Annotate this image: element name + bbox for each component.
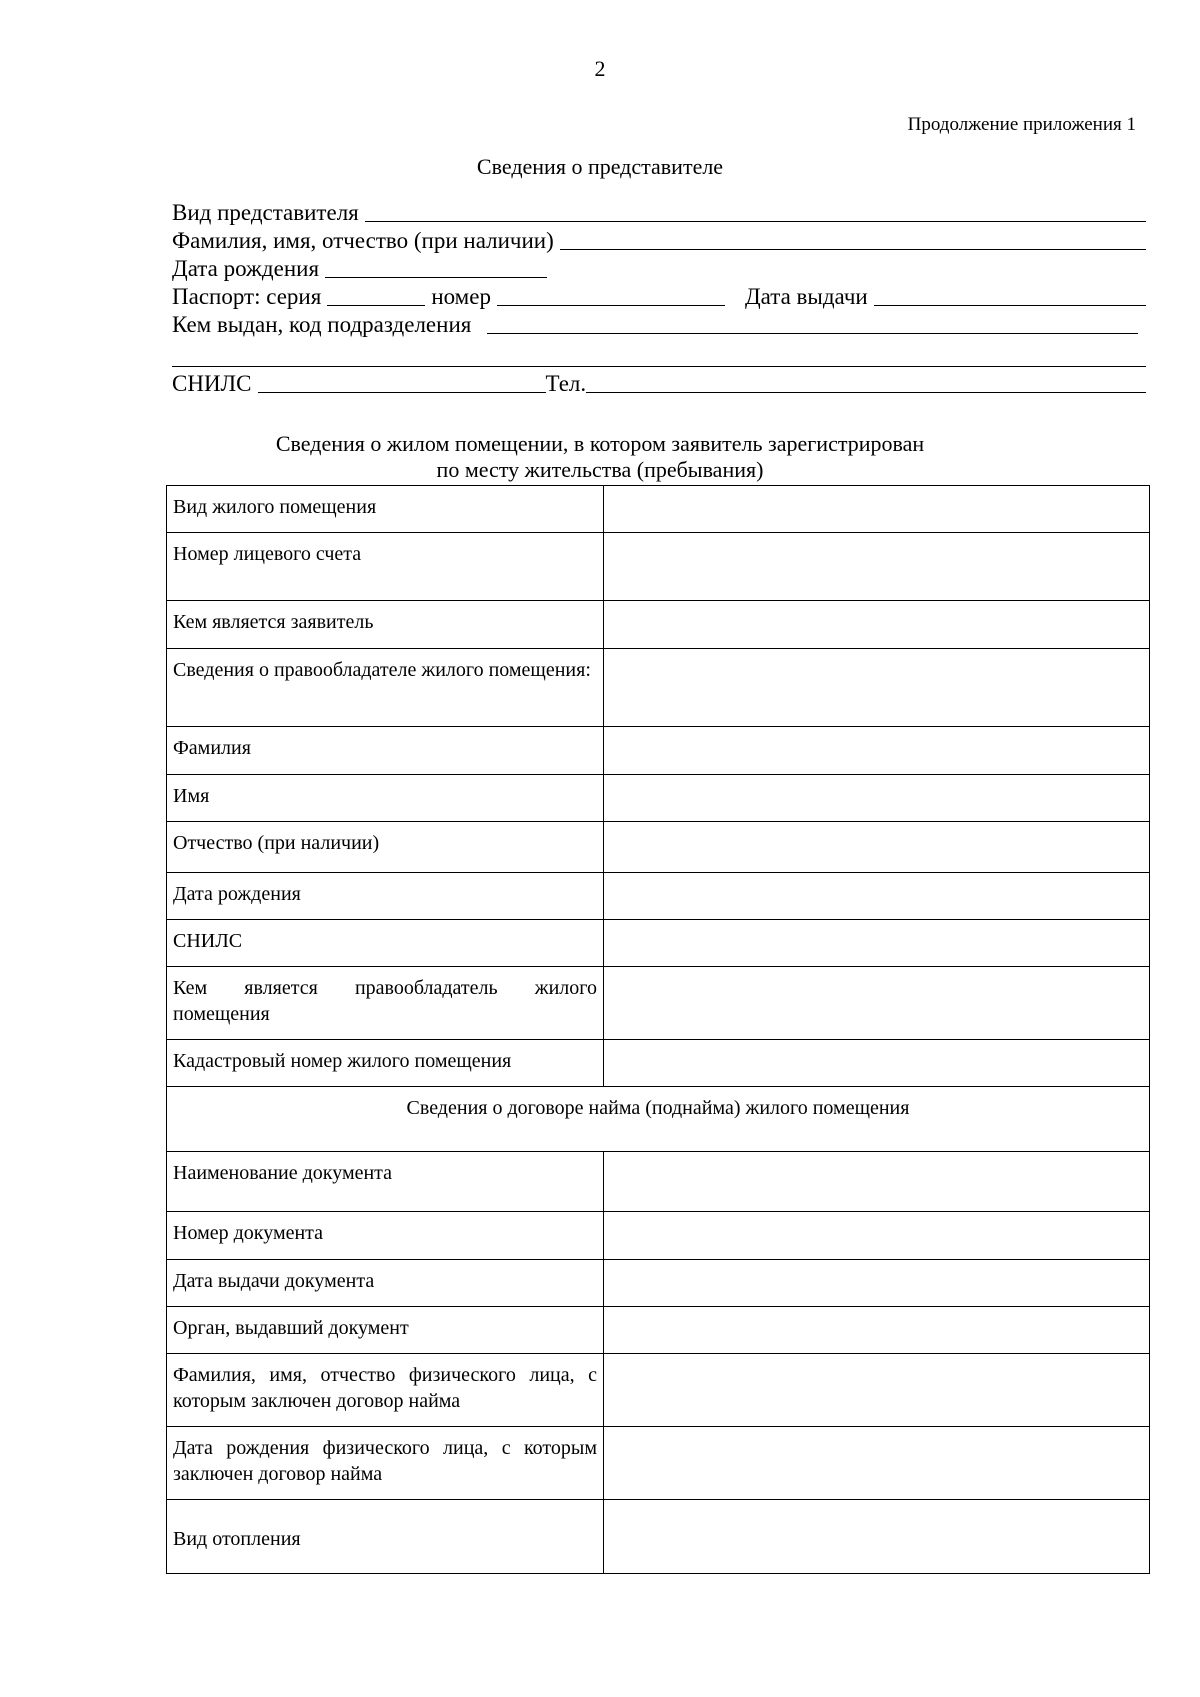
representative-phone-field[interactable]: [586, 372, 1146, 393]
row-label: Фамилия: [167, 727, 604, 775]
table-row: [167, 822, 1150, 873]
passport-issue-date-field[interactable]: [874, 285, 1146, 306]
representative-birth-field[interactable]: [325, 257, 547, 278]
row-label: Номер лицевого счета: [167, 533, 604, 601]
housing-title-line-2: по месту жительства (пребывания): [436, 457, 764, 482]
row-value-cell[interactable]: [604, 1260, 1150, 1307]
contract-section-heading: Сведения о договоре найма (поднайма) жилого помещения: [167, 1087, 1150, 1152]
representative-name-row: [172, 226, 1146, 254]
appendix-continuation-note: Продолжение приложения 1: [907, 114, 1136, 135]
representative-type-field[interactable]: [365, 201, 1146, 222]
row-label: Номер документа: [167, 1212, 604, 1260]
row-value-cell[interactable]: [604, 1427, 1150, 1500]
passport-number-field[interactable]: [497, 285, 725, 306]
table-row: [167, 1040, 1150, 1087]
row-value-cell[interactable]: [604, 822, 1150, 873]
table-row: [167, 1500, 1150, 1574]
table-row: [167, 1307, 1150, 1354]
row-value-cell[interactable]: [604, 1500, 1150, 1574]
representative-fields: [172, 198, 1146, 397]
representative-snils-label: СНИЛС: [172, 371, 252, 396]
row-label: СНИЛС: [167, 920, 604, 967]
representative-phone-label: Тел.: [545, 371, 587, 396]
representative-type-row: [172, 198, 1146, 226]
row-value-cell[interactable]: [604, 1040, 1150, 1087]
passport-series-label: Паспорт: серия: [172, 284, 322, 309]
row-label: Имя: [167, 775, 604, 822]
row-value-cell[interactable]: [604, 920, 1150, 967]
representative-name-field[interactable]: [560, 229, 1146, 250]
representative-passport-row: [172, 282, 1146, 310]
page-number: 2: [594, 56, 606, 81]
table-row: [167, 601, 1150, 649]
row-label: Отчество (при наличии): [167, 822, 604, 873]
row-label: Дата рождения физического лица, с которым заключен договор найма: [167, 1427, 604, 1500]
row-label: Вид жилого помещения: [167, 486, 604, 533]
representative-birth-label: Дата рождения: [172, 256, 320, 281]
row-value-cell[interactable]: [604, 649, 1150, 727]
issued-by-field[interactable]: [487, 313, 1138, 334]
table-row: [167, 727, 1150, 775]
row-label: Кадастровый номер жилого помещения: [167, 1040, 604, 1087]
row-label: Фамилия, имя, отчество физического лица, с которым заключен договор найма: [167, 1354, 604, 1427]
table-row: [167, 1212, 1150, 1260]
row-label: Дата рождения: [167, 873, 604, 920]
issued-by-continuation-field[interactable]: [172, 338, 1146, 367]
table-row: [167, 1427, 1150, 1500]
row-value-cell[interactable]: [604, 601, 1150, 649]
table-row: [167, 1354, 1150, 1427]
row-value-cell[interactable]: [604, 533, 1150, 601]
contract-heading-row: [167, 1087, 1150, 1152]
row-value-cell[interactable]: [604, 1354, 1150, 1427]
representative-snils-field[interactable]: [258, 372, 546, 393]
row-value-cell[interactable]: [604, 1152, 1150, 1212]
table-row: [167, 533, 1150, 601]
table-row: [167, 920, 1150, 967]
representative-birth-row: [172, 254, 1146, 282]
row-label: Кем является заявитель: [167, 601, 604, 649]
table-row: [167, 873, 1150, 920]
table-row: [167, 1152, 1150, 1212]
representative-name-label: Фамилия, имя, отчество (при наличии): [172, 228, 554, 253]
row-label: Орган, выдавший документ: [167, 1307, 604, 1354]
representative-issued-by-row: [172, 310, 1146, 338]
row-value-cell[interactable]: [604, 1307, 1150, 1354]
row-value-cell[interactable]: [604, 873, 1150, 920]
table-row: [167, 649, 1150, 727]
passport-issue-date-label: Дата выдачи: [744, 284, 868, 309]
row-value-cell[interactable]: [604, 967, 1150, 1040]
representative-section-title: Сведения о представителе: [476, 154, 724, 179]
row-value-cell[interactable]: [604, 775, 1150, 822]
passport-series-field[interactable]: [327, 285, 425, 306]
table-row: [167, 1260, 1150, 1307]
housing-info-table: [166, 485, 1150, 1574]
representative-type-label: Вид представителя: [172, 200, 359, 225]
table-row: [167, 967, 1150, 1040]
row-label: Вид отопления: [167, 1500, 604, 1574]
table-row: [167, 486, 1150, 533]
row-value-cell[interactable]: [604, 727, 1150, 775]
row-label: Дата выдачи документа: [167, 1260, 604, 1307]
row-label: Сведения о правообладателе жилого помещения:: [167, 649, 604, 727]
table-row: [167, 775, 1150, 822]
row-value-cell[interactable]: [604, 486, 1150, 533]
issued-by-label: Кем выдан, код подразделения: [172, 312, 472, 337]
housing-section-title: [0, 431, 1200, 483]
passport-number-label: номер: [431, 284, 491, 309]
row-value-cell[interactable]: [604, 1212, 1150, 1260]
row-label: Наименование документа: [167, 1152, 604, 1212]
representative-snils-row: [172, 369, 1146, 397]
row-label: Кем является правообладатель жилого помещения: [167, 967, 604, 1040]
housing-title-line-1: Сведения о жилом помещении, в котором заявитель зарегистрирован: [275, 431, 925, 456]
